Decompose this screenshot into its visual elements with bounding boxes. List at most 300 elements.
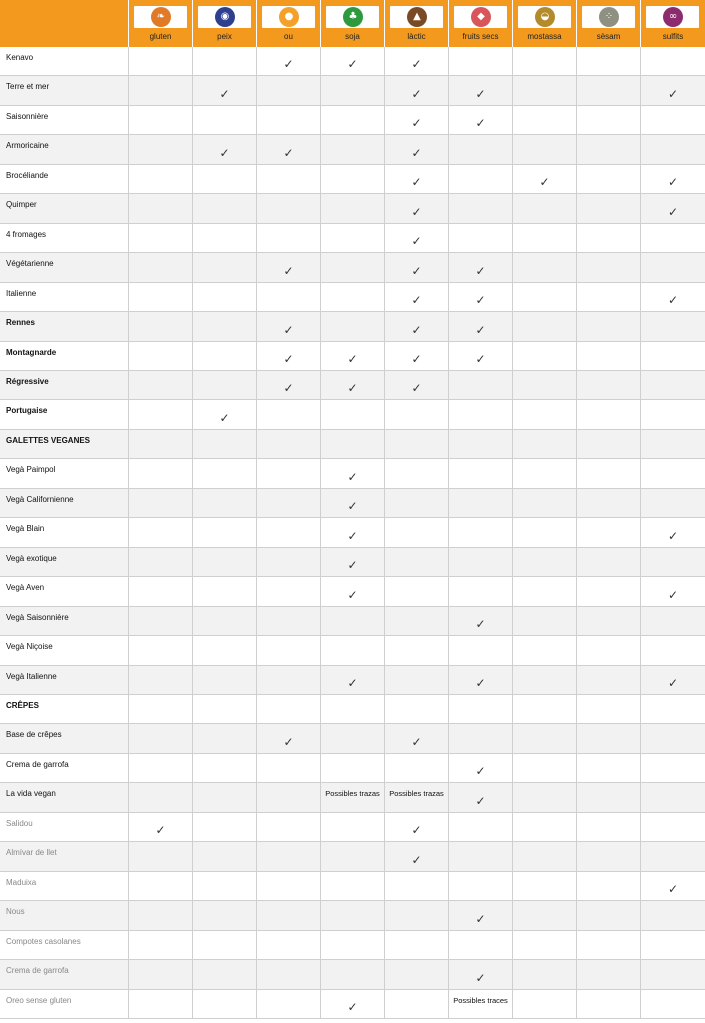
check-icon: ✓ — [539, 175, 550, 190]
allergen-cell — [385, 430, 449, 458]
check-icon: ✓ — [347, 351, 358, 366]
table-row — [0, 842, 705, 871]
allergen-cell — [129, 754, 193, 782]
allergen-label: peix — [217, 32, 232, 41]
allergen-cell — [257, 872, 321, 900]
allergen-cell — [129, 901, 193, 929]
allergen-cell — [257, 430, 321, 458]
allergen-cell — [449, 724, 513, 752]
allergen-cell — [257, 253, 321, 281]
dish-name: Montagnarde — [0, 342, 129, 370]
allergen-column-header — [577, 0, 641, 47]
allergen-cell — [449, 283, 513, 311]
allergen-cell — [577, 194, 641, 222]
table-row — [0, 342, 705, 371]
allergen-cell — [513, 253, 577, 281]
check-icon: ✓ — [667, 675, 679, 690]
check-icon: ✓ — [475, 793, 486, 808]
allergen-cell — [257, 724, 321, 752]
dish-name: Vegà Aven — [0, 577, 129, 605]
allergen-cell — [321, 577, 385, 605]
table-row — [0, 76, 705, 105]
check-icon: ✓ — [283, 263, 294, 278]
dish-name: GALETTES VEGANES — [0, 430, 129, 458]
table-row — [0, 724, 705, 753]
allergen-label: gluten — [149, 32, 172, 41]
allergen-cell — [513, 783, 577, 811]
allergen-cell — [385, 960, 449, 988]
allergen-cell — [321, 607, 385, 635]
allergen-cell — [577, 990, 641, 1018]
allergen-cell — [385, 636, 449, 664]
dish-name: Armoricaine — [0, 135, 129, 163]
allergen-cell — [385, 47, 449, 75]
check-icon: ✓ — [411, 116, 422, 131]
allergen-cell — [321, 371, 385, 399]
allergen-cell — [641, 312, 705, 340]
allergen-cell — [449, 842, 513, 870]
check-icon: ✓ — [411, 145, 422, 160]
allergen-cell — [577, 165, 641, 193]
allergen-cell — [577, 901, 641, 929]
allergen-cell — [513, 901, 577, 929]
allergen-cell — [193, 135, 257, 163]
allergen-cell — [449, 666, 513, 694]
allergen-cell — [257, 283, 321, 311]
dish-name: Vegà Blain — [0, 518, 129, 546]
allergen-cell — [449, 400, 513, 428]
allergen-cell — [641, 194, 705, 222]
allergen-cell — [257, 194, 321, 222]
allergen-cell — [449, 990, 513, 1018]
allergen-cell — [129, 400, 193, 428]
allergen-cell — [385, 459, 449, 487]
allergen-cell — [513, 224, 577, 252]
allergen-cell — [449, 312, 513, 340]
check-icon: ✓ — [219, 86, 230, 101]
allergen-cell — [577, 783, 641, 811]
allergen-cell — [577, 960, 641, 988]
allergen-cell — [449, 754, 513, 782]
check-icon: ✓ — [155, 823, 166, 838]
check-icon: ✓ — [475, 675, 486, 690]
allergen-cell — [129, 724, 193, 752]
allergen-cell — [641, 135, 705, 163]
allergen-cell — [321, 872, 385, 900]
table-row — [0, 400, 705, 429]
allergen-cell — [513, 990, 577, 1018]
allergen-cell — [193, 990, 257, 1018]
allergen-cell — [641, 754, 705, 782]
check-icon: ✓ — [411, 351, 422, 366]
table-row — [0, 47, 705, 76]
dish-name: Quimper — [0, 194, 129, 222]
allergen-cell — [321, 518, 385, 546]
allergen-column-header — [257, 0, 321, 47]
allergen-cell — [513, 695, 577, 723]
dish-name: CRÊPES — [0, 695, 129, 723]
check-icon: ✓ — [475, 970, 486, 985]
allergen-cell — [257, 224, 321, 252]
allergen-label: soja — [345, 32, 360, 41]
allergen-cell — [193, 695, 257, 723]
check-icon: ✓ — [411, 57, 422, 72]
allergen-cell — [449, 783, 513, 811]
allergen-cell — [641, 430, 705, 458]
soy-icon: ♣ — [343, 7, 363, 27]
check-icon: ✓ — [283, 322, 294, 337]
allergen-cell — [449, 253, 513, 281]
allergen-cell — [129, 636, 193, 664]
allergen-cell — [129, 931, 193, 959]
allergen-cell — [385, 489, 449, 517]
allergen-cell — [257, 106, 321, 134]
allergen-cell — [641, 224, 705, 252]
allergen-cell — [193, 636, 257, 664]
allergen-cell — [129, 135, 193, 163]
allergen-cell — [257, 489, 321, 517]
allergen-cell — [129, 872, 193, 900]
allergen-cell — [449, 224, 513, 252]
allergen-cell — [513, 430, 577, 458]
allergen-cell — [129, 548, 193, 576]
allergen-cell — [321, 312, 385, 340]
check-icon: ✓ — [283, 351, 294, 366]
allergen-cell — [449, 76, 513, 104]
allergen-cell — [385, 106, 449, 134]
dish-name: Régressive — [0, 371, 129, 399]
allergen-cell — [129, 283, 193, 311]
check-icon: ✓ — [411, 86, 422, 101]
allergen-cell — [193, 165, 257, 193]
table-row — [0, 194, 705, 223]
allergen-cell — [577, 548, 641, 576]
allergen-icon-frame — [518, 6, 571, 28]
dish-name: Italienne — [0, 283, 129, 311]
allergen-cell — [513, 47, 577, 75]
allergen-cell — [641, 960, 705, 988]
allergen-cell — [129, 459, 193, 487]
allergen-cell — [193, 194, 257, 222]
table-row — [0, 636, 705, 665]
allergen-cell — [513, 518, 577, 546]
allergen-cell — [321, 783, 385, 811]
check-icon: ✓ — [347, 528, 358, 543]
table-row — [0, 783, 705, 812]
allergen-cell — [641, 872, 705, 900]
allergen-cell — [513, 813, 577, 841]
allergen-cell — [641, 106, 705, 134]
allergen-cell — [513, 76, 577, 104]
allergen-cell — [257, 666, 321, 694]
dish-name: Vegà exotique — [0, 548, 129, 576]
check-icon: ✓ — [411, 234, 422, 249]
dish-name: Crema de garrofa — [0, 754, 129, 782]
allergen-cell — [641, 842, 705, 870]
header-corner — [0, 0, 129, 47]
allergen-cell — [513, 960, 577, 988]
allergen-label: làctic — [407, 32, 426, 41]
nuts-icon: ◆ — [471, 7, 491, 27]
allergen-cell — [513, 312, 577, 340]
allergen-cell — [129, 577, 193, 605]
allergen-cell — [641, 990, 705, 1018]
allergen-cell — [321, 931, 385, 959]
allergen-cell — [129, 47, 193, 75]
allergen-cell — [129, 607, 193, 635]
allergen-cell — [385, 400, 449, 428]
allergen-cell — [257, 312, 321, 340]
allergen-cell — [449, 872, 513, 900]
dish-name: Crema de garrofa — [0, 960, 129, 988]
allergen-cell — [257, 400, 321, 428]
allergen-cell — [193, 754, 257, 782]
allergen-cell — [577, 371, 641, 399]
allergen-cell — [257, 813, 321, 841]
allergen-cell — [449, 548, 513, 576]
allergen-cell — [513, 135, 577, 163]
allergen-cell — [449, 430, 513, 458]
allergen-cell — [321, 489, 385, 517]
allergen-cell — [385, 901, 449, 929]
allergen-cell — [129, 960, 193, 988]
sesame-icon: ⁘ — [599, 7, 619, 27]
allergen-cell — [193, 872, 257, 900]
allergen-cell — [129, 224, 193, 252]
allergen-cell — [193, 342, 257, 370]
dish-name: Végétarienne — [0, 253, 129, 281]
allergen-cell — [193, 960, 257, 988]
allergen-cell — [129, 371, 193, 399]
allergen-cell — [257, 636, 321, 664]
allergen-cell — [577, 695, 641, 723]
check-icon: ✓ — [475, 617, 486, 632]
table-row — [0, 430, 705, 459]
table-row — [0, 283, 705, 312]
allergen-cell — [257, 607, 321, 635]
check-icon: ✓ — [283, 145, 294, 160]
allergen-cell — [513, 842, 577, 870]
egg-icon: ● — [279, 7, 299, 27]
dish-name: Vegà Paimpol — [0, 459, 129, 487]
allergen-cell — [321, 901, 385, 929]
allergen-cell — [577, 342, 641, 370]
check-icon: ✓ — [475, 911, 486, 926]
allergen-cell — [449, 165, 513, 193]
allergen-cell — [449, 931, 513, 959]
allergen-cell — [513, 666, 577, 694]
allergen-cell — [129, 518, 193, 546]
allergen-cell — [385, 548, 449, 576]
allergen-cell — [193, 518, 257, 546]
allergen-cell — [129, 813, 193, 841]
check-icon: ✓ — [411, 293, 422, 308]
allergen-cell — [129, 165, 193, 193]
allergen-cell — [257, 783, 321, 811]
check-icon: ✓ — [411, 175, 422, 190]
table-row — [0, 901, 705, 930]
allergen-cell — [385, 283, 449, 311]
allergen-cell — [577, 872, 641, 900]
allergen-icon-frame — [262, 6, 315, 28]
allergen-cell — [193, 253, 257, 281]
allergen-cell — [641, 666, 705, 694]
check-icon: ✓ — [347, 558, 358, 573]
allergen-icon-frame — [198, 6, 251, 28]
allergen-label: sulfits — [662, 32, 684, 41]
dish-name: 4 fromages — [0, 224, 129, 252]
allergen-cell — [385, 577, 449, 605]
allergen-label: sèsam — [596, 32, 621, 41]
allergen-cell — [385, 666, 449, 694]
allergen-cell — [193, 724, 257, 752]
check-icon: ✓ — [667, 204, 679, 219]
allergen-cell — [449, 106, 513, 134]
allergen-cell — [129, 842, 193, 870]
sulfites-icon: ∞ — [663, 7, 683, 27]
allergen-icon-frame — [134, 6, 187, 28]
check-icon: ✓ — [667, 587, 679, 602]
allergen-cell — [193, 931, 257, 959]
allergen-cell — [641, 813, 705, 841]
wheat-icon: ❧ — [151, 7, 171, 27]
allergen-cell — [257, 518, 321, 546]
allergen-cell — [129, 783, 193, 811]
allergen-cell — [129, 253, 193, 281]
check-icon: ✓ — [411, 823, 422, 838]
allergen-cell — [449, 901, 513, 929]
check-icon: ✓ — [667, 175, 679, 190]
table-row — [0, 548, 705, 577]
allergen-column-header — [385, 0, 449, 47]
allergen-cell — [577, 400, 641, 428]
allergen-cell — [641, 489, 705, 517]
check-icon: ✓ — [347, 587, 358, 602]
table-row — [0, 312, 705, 341]
table-row — [0, 106, 705, 135]
possible-traces-note: Possibles trazas — [325, 789, 380, 799]
dish-name: Rennes — [0, 312, 129, 340]
allergen-cell — [193, 106, 257, 134]
check-icon: ✓ — [219, 145, 230, 160]
allergen-cell — [513, 165, 577, 193]
allergen-cell — [129, 194, 193, 222]
allergen-cell — [385, 990, 449, 1018]
allergen-cell — [321, 754, 385, 782]
allergen-icon-frame — [390, 6, 443, 28]
allergen-cell — [513, 489, 577, 517]
allergen-cell — [321, 724, 385, 752]
possible-traces-note: Possibles trazas — [389, 789, 444, 799]
allergen-cell — [513, 577, 577, 605]
allergen-cell — [385, 813, 449, 841]
allergen-cell — [577, 754, 641, 782]
dish-name: Maduixa — [0, 872, 129, 900]
allergen-cell — [449, 960, 513, 988]
allergen-cell — [321, 666, 385, 694]
allergen-cell — [321, 165, 385, 193]
allergen-cell — [641, 47, 705, 75]
allergen-cell — [321, 194, 385, 222]
allergen-column-header — [513, 0, 577, 47]
allergen-cell — [129, 695, 193, 723]
dish-name: Compotes casolanes — [0, 931, 129, 959]
allergen-cell — [641, 783, 705, 811]
allergen-cell — [257, 165, 321, 193]
allergen-cell — [385, 783, 449, 811]
allergen-cell — [577, 106, 641, 134]
allergen-cell — [385, 872, 449, 900]
allergen-cell — [129, 76, 193, 104]
allergen-cell — [129, 430, 193, 458]
table-row — [0, 931, 705, 960]
allergen-icon-frame — [646, 6, 699, 28]
allergen-cell — [577, 283, 641, 311]
check-icon: ✓ — [411, 734, 422, 749]
allergen-cell — [513, 872, 577, 900]
mustard-icon: ◒ — [535, 7, 555, 27]
check-icon: ✓ — [475, 263, 486, 278]
check-icon: ✓ — [475, 764, 486, 779]
allergen-cell — [193, 400, 257, 428]
allergen-cell — [513, 724, 577, 752]
allergen-cell — [449, 636, 513, 664]
allergen-cell — [321, 636, 385, 664]
check-icon: ✓ — [475, 293, 486, 308]
allergen-cell — [641, 607, 705, 635]
allergen-cell — [513, 400, 577, 428]
allergen-cell — [513, 194, 577, 222]
table-row — [0, 960, 705, 989]
allergen-cell — [257, 960, 321, 988]
dish-name: Brocéliande — [0, 165, 129, 193]
allergen-cell — [385, 518, 449, 546]
allergen-cell — [385, 371, 449, 399]
allergen-cell — [321, 813, 385, 841]
allergen-cell — [513, 931, 577, 959]
dish-name: Nous — [0, 901, 129, 929]
allergen-cell — [385, 224, 449, 252]
allergen-cell — [257, 459, 321, 487]
check-icon: ✓ — [475, 351, 486, 366]
table-row — [0, 577, 705, 606]
allergen-cell — [321, 342, 385, 370]
table-row — [0, 224, 705, 253]
allergen-cell — [321, 76, 385, 104]
allergen-icon-frame — [582, 6, 635, 28]
allergen-cell — [193, 577, 257, 605]
table-row — [0, 872, 705, 901]
allergen-cell — [449, 194, 513, 222]
allergen-cell — [385, 724, 449, 752]
check-icon: ✓ — [347, 469, 358, 484]
allergen-cell — [193, 783, 257, 811]
check-icon: ✓ — [347, 999, 358, 1014]
table-row — [0, 813, 705, 842]
allergen-cell — [641, 724, 705, 752]
allergen-cell — [385, 312, 449, 340]
table-row — [0, 489, 705, 518]
allergen-cell — [385, 194, 449, 222]
allergen-cell — [449, 135, 513, 163]
check-icon: ✓ — [411, 204, 422, 219]
allergen-cell — [321, 960, 385, 988]
allergen-cell — [449, 459, 513, 487]
table-row — [0, 607, 705, 636]
allergen-cell — [257, 76, 321, 104]
allergen-cell — [257, 842, 321, 870]
allergen-cell — [385, 342, 449, 370]
